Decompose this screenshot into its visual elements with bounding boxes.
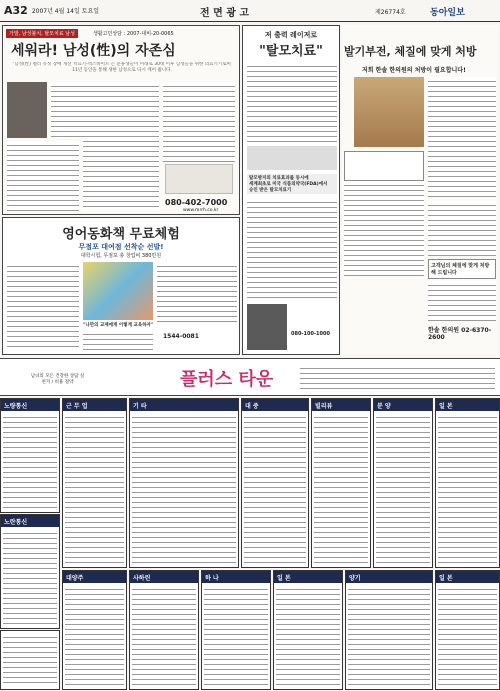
section-title: 전 면 광 고 xyxy=(200,8,250,19)
ad2-sub-box xyxy=(247,174,337,194)
ad2-sub1: 탈모방지의 치료효과를 동시에 xyxy=(249,176,309,181)
ad1-body-left xyxy=(7,141,79,211)
ad3-phone: 한솔 한의원 02-6370-2600 xyxy=(428,327,492,341)
ad1-product-image xyxy=(165,164,233,194)
cls-header: 빌리뷰 xyxy=(312,399,370,411)
cls-col1 xyxy=(62,398,127,568)
ad4-body-right xyxy=(157,262,237,322)
ad4-books-caption: "나만의 교재에게 이렇게 교육하자" xyxy=(83,323,154,328)
cls-col5 xyxy=(373,398,433,568)
ad4-headline: 영어동화책 무료체험 xyxy=(62,227,180,242)
cls-header: 대 중 xyxy=(242,399,308,411)
issue-number: 제26774호 xyxy=(375,9,406,16)
ad4-phone: 1544-0081 xyxy=(163,333,199,340)
ad2-body-bottom xyxy=(247,198,337,298)
banner-text: 플러스 타운 xyxy=(180,369,274,390)
ad1-phone-line: 생활고민상담 : 2007-대비-20-0065 xyxy=(93,31,174,37)
cls-header: 대양주 xyxy=(63,571,126,583)
cls-row2-6 xyxy=(435,570,500,690)
cls-header: 사하린 xyxy=(130,571,198,583)
cls-body xyxy=(65,585,124,687)
ad1-headline: 세워라! 남성(性)의 자존심 xyxy=(11,43,176,59)
ad2-headline: "탈모치료" xyxy=(259,44,323,59)
cls-header: 일 본 xyxy=(274,571,342,583)
ad3-notice xyxy=(344,151,424,181)
ad4-books-image xyxy=(83,262,153,320)
ad1-website: www.mrrh.co.kr xyxy=(183,208,219,213)
cls-header: 일 본 xyxy=(436,399,499,411)
ad3-box1: 고객님의 체질에 맞게 처방해 드립니다 xyxy=(428,259,496,279)
ad2-body-top xyxy=(247,62,337,142)
banner-plus-town xyxy=(0,358,500,396)
ad2-pre: 저 출력 레이저로 xyxy=(264,31,318,39)
cls-body xyxy=(438,585,497,687)
cls-body xyxy=(132,585,196,687)
cls-body xyxy=(276,585,340,687)
ad3-body-right2 xyxy=(428,201,496,256)
cls-body xyxy=(3,413,57,510)
cls-header: 하 나 xyxy=(202,571,270,583)
ad4-sub2: 대학시험, 무점포 총 창업비 380만원 xyxy=(80,253,162,259)
cls-col3 xyxy=(241,398,309,568)
ad1-phone: 080-402-7000 xyxy=(165,198,228,207)
ad1-tag: 가발, 남성불치, 탈모치료 남성 xyxy=(6,29,78,38)
ad3-body-bottom xyxy=(428,281,496,321)
cls-left-bottom xyxy=(0,630,60,690)
cls-header: 근 무 업 xyxy=(63,399,126,411)
cls-body xyxy=(204,585,268,687)
ad2-phone: 080-100-1000 xyxy=(291,331,330,337)
ad-male-product xyxy=(2,25,240,215)
page-date: 2007년 4월 14일 토요일 xyxy=(31,8,100,15)
ad1-body-mid2 xyxy=(83,82,159,210)
cls-row2-3 xyxy=(201,570,271,690)
page-header xyxy=(0,0,500,22)
classifieds-grid xyxy=(0,398,500,691)
cls-header: 노란통신 xyxy=(1,515,59,527)
cls-body xyxy=(132,413,236,565)
ad-hair-loss xyxy=(242,25,340,355)
ad1-intro: '남성(性) 펠러 유성 장애 개선 치료기-엑스바이르 는 분류생들이 미래로 30대 이후 남성들을 위한 의료기기로써 11년 동안을 통해 생한 남성으로 다시 깨어 줍니다. xyxy=(13,62,231,73)
ad2-sub3: 승인 받은 탈모치료기 xyxy=(249,188,292,193)
cls-col4 xyxy=(311,398,371,568)
person-photo xyxy=(7,82,47,138)
cls-body xyxy=(314,413,368,565)
cls-body xyxy=(376,413,430,565)
banner-sub: 남녀의 모든 건강한 상담 실천지 / 비용 절약 xyxy=(30,374,85,385)
cls-row2-5 xyxy=(345,570,433,690)
ad2-device-image xyxy=(247,146,337,170)
cls-header: 일 본 xyxy=(436,571,499,583)
ad-herbal-clinic xyxy=(342,25,498,355)
ad3-headline: 발기부전, 체질에 맞게 처방 xyxy=(344,45,477,58)
cls-col2 xyxy=(129,398,239,568)
cls-body xyxy=(244,413,306,565)
cls-col6 xyxy=(435,398,500,568)
newspaper-logo: 동아일보 xyxy=(430,8,465,18)
cls-left-mid xyxy=(0,514,60,629)
ad4-sub: 무점포 대여점 선착순 선발! xyxy=(78,243,164,251)
cls-row2-1 xyxy=(62,570,127,690)
ad2-sub2: 세계최초로 미국 식품의약국(FDA)에서 xyxy=(249,182,328,187)
cls-body xyxy=(3,633,57,687)
cls-header: 기 타 xyxy=(130,399,238,411)
ad-english-books xyxy=(2,217,240,355)
cls-header: 양기 xyxy=(346,571,432,583)
cls-header: 분 양 xyxy=(374,399,432,411)
ad4-body-left xyxy=(7,262,79,350)
ad3-body-right xyxy=(428,77,496,197)
ad3-sub: 저희 한솔 한의원의 처방이 필요합니다! xyxy=(362,67,466,74)
cls-row2-4 xyxy=(273,570,343,690)
cls-left-top xyxy=(0,398,60,513)
cls-body xyxy=(65,413,124,565)
cls-body xyxy=(348,585,430,687)
cls-header: 노량통신 xyxy=(1,399,59,411)
banner-body xyxy=(300,364,495,392)
cls-body xyxy=(3,529,57,626)
cls-body xyxy=(438,413,497,565)
ad1-body-right xyxy=(163,82,235,162)
cls-row2-2 xyxy=(129,570,199,690)
ad4-body-mid xyxy=(83,330,153,352)
clinic-photo xyxy=(354,77,424,147)
ad2-device-photo xyxy=(247,304,287,350)
page-number: A32 xyxy=(4,4,28,17)
